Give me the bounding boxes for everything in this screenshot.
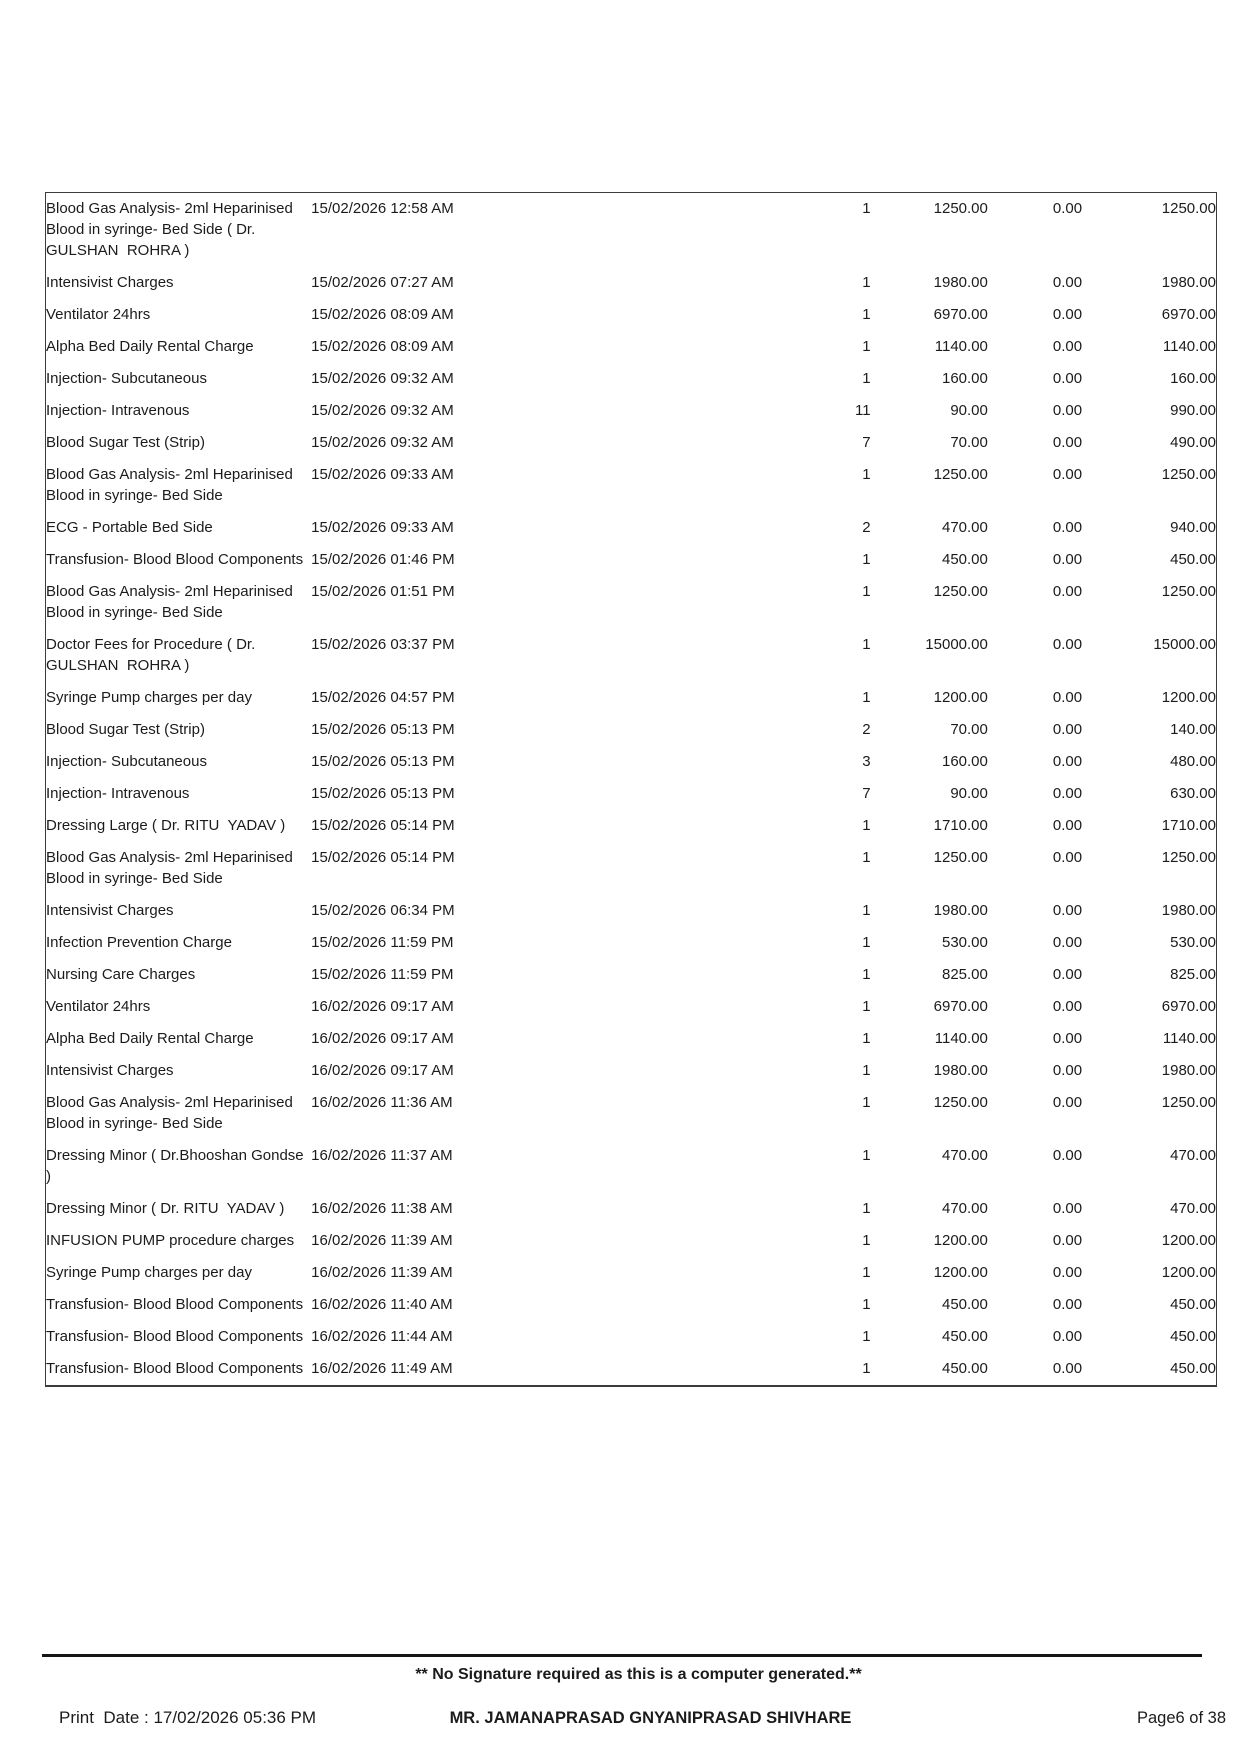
cell-description: Syringe Pump charges per day [46, 1264, 252, 1281]
cell-description: Blood Gas Analysis- 2ml Heparinised Blood in syringe- Bed Side [46, 849, 297, 887]
cell-description: Intensivist Charges [46, 1062, 174, 1079]
cell-datetime: 16/02/2026 09:17 AM [311, 1030, 454, 1047]
cell-rate: 1980.00 [933, 1062, 988, 1079]
table-row [46, 1055, 1217, 1087]
cell-description: Alpha Bed Daily Rental Charge [46, 338, 254, 355]
cell-description: Blood Sugar Test (Strip) [46, 721, 205, 738]
cell-description: Transfusion- Blood Blood Components [46, 1328, 304, 1345]
cell-description: Blood Gas Analysis- 2ml Heparinised Blood in syringe- Bed Side [46, 1094, 297, 1132]
cell-datetime: 15/02/2026 04:57 PM [311, 689, 455, 706]
cell-qty: 1 [862, 1147, 871, 1164]
table-row [46, 427, 1217, 459]
cell-datetime: 15/02/2026 11:59 PM [311, 966, 454, 983]
cell-datetime: 15/02/2026 01:46 PM [311, 551, 455, 568]
table-row [46, 959, 1217, 991]
signature-note: ** No Signature required as this is a computer generated.** [415, 1666, 862, 1683]
charges-table [45, 192, 1217, 1387]
cell-rate: 15000.00 [925, 636, 988, 653]
table-row [46, 895, 1217, 927]
cell-amount: 490.00 [1170, 434, 1216, 451]
cell-discount: 0.00 [1052, 1232, 1083, 1249]
cell-qty: 1 [862, 1094, 871, 1111]
cell-description: Injection- Intravenous [46, 785, 190, 802]
cell-amount: 1140.00 [1162, 338, 1216, 355]
cell-rate: 1710.00 [933, 817, 988, 834]
cell-amount: 630.00 [1170, 785, 1216, 802]
table-row [46, 629, 1217, 682]
table-row [46, 576, 1217, 629]
cell-description: Blood Gas Analysis- 2ml Heparinised Blood in syringe- Bed Side [46, 466, 297, 504]
cell-rate: 70.00 [950, 721, 988, 738]
cell-datetime: 15/02/2026 06:34 PM [311, 902, 455, 919]
cell-discount: 0.00 [1052, 519, 1083, 536]
cell-discount: 0.00 [1052, 1360, 1083, 1377]
table-row [46, 299, 1217, 331]
cell-amount: 1250.00 [1161, 466, 1216, 483]
cell-datetime: 16/02/2026 11:44 AM [311, 1328, 453, 1345]
cell-amount: 450.00 [1170, 1328, 1216, 1345]
cell-datetime: 16/02/2026 11:38 AM [311, 1200, 453, 1217]
cell-rate: 1250.00 [933, 583, 988, 600]
cell-qty: 1 [862, 551, 871, 568]
cell-datetime: 16/02/2026 11:36 AM [311, 1094, 453, 1111]
cell-discount: 0.00 [1052, 466, 1083, 483]
cell-amount: 450.00 [1170, 1296, 1216, 1313]
cell-amount: 530.00 [1170, 934, 1216, 951]
table-row [46, 331, 1217, 363]
print-date: Print Date : 17/02/2026 05:36 PM [59, 1708, 317, 1727]
cell-description: Intensivist Charges [46, 902, 174, 919]
cell-datetime: 15/02/2026 07:27 AM [311, 274, 454, 291]
cell-discount: 0.00 [1052, 434, 1083, 451]
cell-datetime: 15/02/2026 11:59 PM [311, 934, 454, 951]
cell-rate: 825.00 [941, 966, 988, 983]
cell-rate: 470.00 [941, 1147, 988, 1164]
cell-discount: 0.00 [1052, 1296, 1083, 1313]
cell-description: Doctor Fees for Procedure ( Dr. GULSHAN ROHRA ) [46, 636, 260, 674]
cell-description: Dressing Minor ( Dr. RITU YADAV ) [46, 1200, 285, 1217]
table-row [46, 746, 1217, 778]
table-row [46, 991, 1217, 1023]
cell-rate: 470.00 [941, 1200, 988, 1217]
cell-discount: 0.00 [1052, 636, 1083, 653]
cell-description: ECG - Portable Bed Side [46, 519, 213, 536]
cell-datetime: 15/02/2026 09:32 AM [311, 434, 454, 451]
cell-description: INFUSION PUMP procedure charges [46, 1232, 295, 1249]
cell-amount: 1200.00 [1161, 689, 1216, 706]
cell-amount: 1980.00 [1161, 902, 1216, 919]
cell-discount: 0.00 [1052, 274, 1083, 291]
cell-discount: 0.00 [1052, 306, 1083, 323]
charges-table-body [46, 193, 1217, 1387]
cell-amount: 1140.00 [1162, 1030, 1216, 1047]
cell-rate: 1980.00 [933, 902, 988, 919]
cell-rate: 1250.00 [933, 849, 988, 866]
cell-rate: 1250.00 [933, 1094, 988, 1111]
cell-amount: 1710.00 [1161, 817, 1216, 834]
cell-datetime: 15/02/2026 05:14 PM [311, 817, 455, 834]
cell-discount: 0.00 [1052, 1062, 1083, 1079]
cell-discount: 0.00 [1052, 402, 1083, 419]
cell-discount: 0.00 [1052, 1264, 1083, 1281]
table-row [46, 363, 1217, 395]
cell-description: Transfusion- Blood Blood Components [46, 551, 304, 568]
cell-rate: 450.00 [941, 551, 988, 568]
cell-amount: 1250.00 [1161, 200, 1216, 217]
cell-rate: 160.00 [941, 370, 988, 387]
table-row [46, 1140, 1217, 1193]
cell-amount: 1980.00 [1161, 274, 1216, 291]
table-row [46, 1225, 1217, 1257]
cell-amount: 825.00 [1170, 966, 1216, 983]
cell-datetime: 16/02/2026 11:39 AM [311, 1232, 453, 1249]
cell-qty: 1 [862, 306, 871, 323]
table-row [46, 1023, 1217, 1055]
cell-rate: 450.00 [941, 1328, 988, 1345]
cell-datetime: 16/02/2026 11:37 AM [311, 1147, 453, 1164]
cell-qty: 1 [862, 338, 871, 355]
cell-discount: 0.00 [1052, 753, 1083, 770]
footer-divider [42, 1654, 1202, 1657]
cell-datetime: 15/02/2026 09:33 AM [311, 466, 454, 483]
cell-qty: 1 [862, 902, 871, 919]
cell-datetime: 16/02/2026 11:40 AM [311, 1296, 453, 1313]
cell-rate: 450.00 [941, 1296, 988, 1313]
cell-discount: 0.00 [1052, 785, 1083, 802]
cell-description: Blood Sugar Test (Strip) [46, 434, 205, 451]
cell-qty: 2 [862, 519, 871, 536]
cell-amount: 160.00 [1170, 370, 1216, 387]
cell-amount: 470.00 [1170, 1200, 1216, 1217]
cell-datetime: 15/02/2026 05:14 PM [311, 849, 455, 866]
cell-amount: 450.00 [1170, 551, 1216, 568]
cell-rate: 6970.00 [933, 998, 988, 1015]
cell-qty: 1 [862, 636, 871, 653]
table-row [46, 544, 1217, 576]
table-row [46, 714, 1217, 746]
cell-qty: 1 [862, 817, 871, 834]
cell-qty: 1 [862, 583, 871, 600]
cell-discount: 0.00 [1052, 1328, 1083, 1345]
cell-discount: 0.00 [1052, 966, 1083, 983]
cell-description: Blood Gas Analysis- 2ml Heparinised Blood in syringe- Bed Side ( Dr. GULSHAN ROHRA ) [46, 200, 297, 259]
cell-description: Dressing Large ( Dr. RITU YADAV ) [46, 817, 286, 834]
cell-datetime: 15/02/2026 08:09 AM [311, 338, 454, 355]
cell-rate: 1200.00 [933, 689, 988, 706]
cell-discount: 0.00 [1052, 1094, 1083, 1111]
cell-rate: 450.00 [941, 1360, 988, 1377]
table-row [46, 1289, 1217, 1321]
cell-datetime: 16/02/2026 09:17 AM [311, 1062, 454, 1079]
cell-amount: 1250.00 [1161, 1094, 1216, 1111]
cell-amount: 1200.00 [1161, 1232, 1216, 1249]
cell-datetime: 15/02/2026 09:32 AM [311, 370, 454, 387]
cell-qty: 1 [862, 934, 871, 951]
cell-qty: 1 [862, 1030, 871, 1047]
cell-discount: 0.00 [1052, 817, 1083, 834]
cell-qty: 1 [862, 1062, 871, 1079]
cell-description: Syringe Pump charges per day [46, 689, 252, 706]
cell-qty: 2 [862, 721, 871, 738]
cell-discount: 0.00 [1052, 998, 1083, 1015]
cell-amount: 6970.00 [1161, 306, 1216, 323]
cell-qty: 1 [862, 1232, 871, 1249]
cell-qty: 1 [862, 849, 871, 866]
cell-amount: 1250.00 [1161, 583, 1216, 600]
cell-description: Nursing Care Charges [46, 966, 196, 983]
cell-rate: 1140.00 [934, 338, 988, 355]
table-row [46, 512, 1217, 544]
patient-name: MR. JAMANAPRASAD GNYANIPRASAD SHIVHARE [449, 1709, 852, 1727]
cell-discount: 0.00 [1052, 934, 1083, 951]
cell-rate: 90.00 [950, 402, 988, 419]
cell-rate: 470.00 [941, 519, 988, 536]
cell-qty: 1 [862, 1360, 871, 1377]
cell-amount: 470.00 [1170, 1147, 1216, 1164]
cell-qty: 7 [862, 434, 871, 451]
table-row [46, 267, 1217, 299]
cell-rate: 1250.00 [933, 200, 988, 217]
cell-description: Transfusion- Blood Blood Components [46, 1296, 304, 1313]
cell-rate: 70.00 [950, 434, 988, 451]
cell-qty: 1 [862, 466, 871, 483]
cell-qty: 1 [862, 370, 871, 387]
cell-datetime: 15/02/2026 08:09 AM [311, 306, 454, 323]
cell-rate: 530.00 [941, 934, 988, 951]
cell-amount: 1980.00 [1161, 1062, 1216, 1079]
cell-amount: 140.00 [1170, 721, 1216, 738]
table-row [46, 810, 1217, 842]
cell-description: Injection- Subcutaneous [46, 753, 207, 770]
cell-rate: 6970.00 [933, 306, 988, 323]
cell-discount: 0.00 [1052, 902, 1083, 919]
cell-datetime: 15/02/2026 09:32 AM [311, 402, 454, 419]
cell-datetime: 15/02/2026 12:58 AM [311, 200, 454, 217]
cell-datetime: 15/02/2026 05:13 PM [311, 753, 455, 770]
cell-amount: 450.00 [1170, 1360, 1216, 1377]
cell-discount: 0.00 [1052, 689, 1083, 706]
cell-qty: 1 [862, 274, 871, 291]
table-row [46, 1257, 1217, 1289]
cell-datetime: 16/02/2026 09:17 AM [311, 998, 454, 1015]
table-row [46, 842, 1217, 895]
table-row [46, 1321, 1217, 1353]
cell-datetime: 15/02/2026 05:13 PM [311, 721, 455, 738]
cell-description: Blood Gas Analysis- 2ml Heparinised Blood in syringe- Bed Side [46, 583, 297, 621]
cell-datetime: 15/02/2026 09:33 AM [311, 519, 454, 536]
cell-amount: 480.00 [1170, 753, 1216, 770]
cell-discount: 0.00 [1052, 721, 1083, 738]
table-row [46, 395, 1217, 427]
cell-rate: 1980.00 [933, 274, 988, 291]
cell-rate: 1140.00 [934, 1030, 988, 1047]
cell-description: Alpha Bed Daily Rental Charge [46, 1030, 254, 1047]
cell-qty: 11 [855, 402, 871, 419]
cell-description: Injection- Subcutaneous [46, 370, 207, 387]
cell-discount: 0.00 [1052, 551, 1083, 568]
table-row [46, 459, 1217, 512]
cell-amount: 990.00 [1170, 402, 1216, 419]
cell-description: Ventilator 24hrs [46, 306, 151, 323]
cell-description: Intensivist Charges [46, 274, 174, 291]
cell-qty: 1 [862, 1264, 871, 1281]
cell-datetime: 15/02/2026 03:37 PM [311, 636, 455, 653]
cell-amount: 15000.00 [1153, 636, 1216, 653]
cell-discount: 0.00 [1052, 1200, 1083, 1217]
cell-qty: 7 [862, 785, 871, 802]
cell-qty: 1 [862, 1296, 871, 1313]
cell-discount: 0.00 [1052, 338, 1083, 355]
cell-amount: 6970.00 [1161, 998, 1216, 1015]
page-number: Page6 of 38 [1137, 1709, 1226, 1727]
table-row [46, 1087, 1217, 1140]
cell-qty: 1 [862, 689, 871, 706]
cell-rate: 1200.00 [933, 1264, 988, 1281]
table-row [46, 927, 1217, 959]
cell-datetime: 15/02/2026 05:13 PM [311, 785, 455, 802]
cell-qty: 1 [862, 1200, 871, 1217]
table-row [46, 1193, 1217, 1225]
cell-discount: 0.00 [1052, 200, 1083, 217]
cell-qty: 1 [862, 966, 871, 983]
cell-description: Infection Prevention Charge [46, 934, 232, 951]
cell-datetime: 16/02/2026 11:39 AM [311, 1264, 453, 1281]
cell-description: Transfusion- Blood Blood Components [46, 1360, 304, 1377]
cell-rate: 1200.00 [933, 1232, 988, 1249]
cell-discount: 0.00 [1052, 1147, 1083, 1164]
cell-rate: 90.00 [950, 785, 988, 802]
cell-datetime: 16/02/2026 11:49 AM [311, 1360, 453, 1377]
cell-rate: 1250.00 [933, 466, 988, 483]
cell-qty: 1 [862, 200, 871, 217]
cell-description: Ventilator 24hrs [46, 998, 151, 1015]
cell-discount: 0.00 [1052, 583, 1083, 600]
table-row [46, 778, 1217, 810]
cell-amount: 940.00 [1170, 519, 1216, 536]
table-row [46, 682, 1217, 714]
cell-datetime: 15/02/2026 01:51 PM [311, 583, 455, 600]
cell-qty: 1 [862, 998, 871, 1015]
cell-qty: 1 [862, 1328, 871, 1345]
cell-description: Injection- Intravenous [46, 402, 190, 419]
cell-discount: 0.00 [1052, 370, 1083, 387]
table-row [46, 1353, 1217, 1386]
cell-discount: 0.00 [1052, 1030, 1083, 1047]
cell-amount: 1200.00 [1161, 1264, 1216, 1281]
cell-amount: 1250.00 [1161, 849, 1216, 866]
cell-rate: 160.00 [941, 753, 988, 770]
cell-discount: 0.00 [1052, 849, 1083, 866]
cell-qty: 3 [862, 753, 871, 770]
table-row [46, 193, 1217, 268]
cell-description: Dressing Minor ( Dr.Bhooshan Gondse ) [46, 1147, 308, 1185]
